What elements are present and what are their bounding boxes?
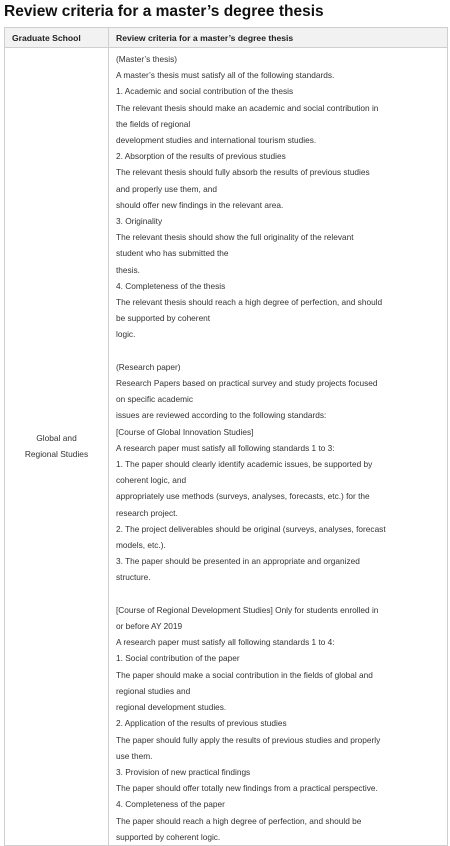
- paragraph-spacer: [116, 343, 443, 359]
- page-title: Review criteria for a master’s degree thesis: [4, 3, 324, 20]
- criteria-line: the fields of regional: [116, 118, 191, 129]
- criteria-line: (Research paper): [116, 361, 181, 372]
- header-graduate-school: Graduate School: [5, 28, 109, 48]
- criteria-line: The relevant thesis should make an academic and social contribution in: [116, 102, 379, 113]
- criteria-line: regional development studies.: [116, 702, 227, 713]
- criteria-line: logic.: [116, 329, 136, 340]
- criteria-line: issues are reviewed according to the following standards:: [116, 410, 327, 421]
- criteria-table: [4, 27, 448, 846]
- criteria-text-cell: [109, 48, 448, 846]
- criteria-line: [Course of Regional Development Studies] Only for students enrolled in: [116, 604, 379, 615]
- criteria-line: [Course of Global Innovation Studies]: [116, 426, 254, 437]
- criteria-line: The paper should reach a high degree of perfection, and should be: [116, 815, 362, 826]
- criteria-line: regional studies and: [116, 685, 191, 696]
- criteria-line: A research paper must satisfy all following standards 1 to 3:: [116, 442, 335, 453]
- graduate-school-cell: [5, 48, 109, 846]
- criteria-line: appropriately use methods (surveys, analyses, forecasts, etc.) for the: [116, 491, 370, 502]
- criteria-line: on specific academic: [116, 394, 194, 405]
- criteria-line: 3. Provision of new practical findings: [116, 766, 251, 777]
- criteria-line: 2. The project deliverables should be original (surveys, analyses, forecast: [116, 523, 386, 534]
- criteria-line: The paper should offer totally new findings from a practical perspective.: [116, 783, 378, 794]
- school-name-line: Regional Studies: [24, 449, 89, 460]
- criteria-line: and properly use them, and: [116, 183, 218, 194]
- criteria-line: A master’s thesis must satisfy all of the following standards.: [116, 70, 335, 81]
- table-header-row: [5, 28, 448, 48]
- criteria-line: student who has submitted the: [116, 248, 229, 259]
- criteria-line: 2. Absorption of the results of previous studies: [116, 151, 286, 162]
- criteria-line: coherent logic, and: [116, 475, 187, 486]
- school-name-line: Global and: [36, 433, 77, 444]
- criteria-line: 1. Academic and social contribution of the thesis: [116, 86, 294, 97]
- criteria-line: supported by coherent logic.: [116, 831, 221, 842]
- criteria-line: should offer new findings in the relevant area.: [116, 199, 284, 210]
- criteria-line: structure.: [116, 572, 151, 583]
- criteria-line: research project.: [116, 507, 178, 518]
- criteria-line: The relevant thesis should reach a high degree of perfection, and should: [116, 297, 383, 308]
- criteria-line: 4. Completeness of the thesis: [116, 280, 226, 291]
- criteria-line: 3. The paper should be presented in an appropriate and organized: [116, 556, 360, 567]
- criteria-line: (Master’s thesis): [116, 54, 178, 64]
- criteria-line: be supported by coherent: [116, 313, 211, 324]
- criteria-line: 4. Completeness of the paper: [116, 799, 225, 810]
- criteria-line: The paper should make a social contribution in the fields of global and: [116, 669, 373, 680]
- criteria-line: models, etc.).: [116, 540, 166, 551]
- criteria-line: A research paper must satisfy all following standards 1 to 4:: [116, 637, 335, 648]
- criteria-line: thesis.: [116, 264, 140, 275]
- criteria-line: development studies and international tourism studies.: [116, 135, 317, 146]
- criteria-line: 3. Originality: [116, 216, 163, 227]
- header-review-criteria: Review criteria for a master’s degree thesis: [109, 28, 448, 48]
- criteria-line: 2. Application of the results of previous studies: [116, 718, 287, 729]
- criteria-line: 1. Social contribution of the paper: [116, 653, 240, 664]
- paragraph-spacer: [116, 586, 443, 602]
- criteria-line: Research Papers based on practical survey and study projects focused: [116, 378, 378, 389]
- criteria-line: or before AY 2019: [116, 621, 183, 632]
- criteria-line: 1. The paper should clearly identify academic issues, be supported by: [116, 459, 373, 470]
- criteria-line: The relevant thesis should fully absorb the results of previous studies: [116, 167, 370, 178]
- criteria-line: use them.: [116, 750, 153, 761]
- table-row: [5, 48, 448, 846]
- criteria-line: The relevant thesis should show the full originality of the relevant: [116, 232, 354, 243]
- criteria-line: The paper should fully apply the results of previous studies and properly: [116, 734, 381, 745]
